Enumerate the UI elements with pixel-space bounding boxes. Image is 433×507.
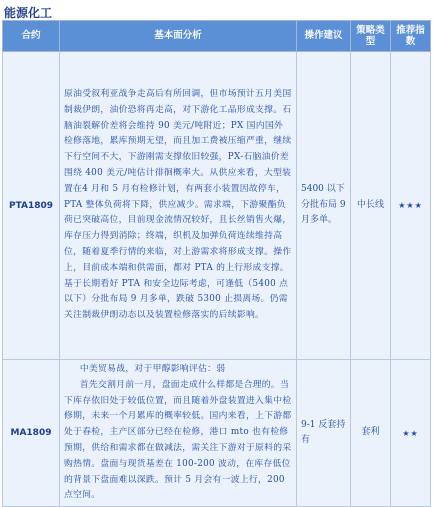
contract-cell: PTA1809 [3, 52, 60, 360]
analysis-lead: 中美贸易战，对于甲醇影响评估：弱 [79, 364, 226, 374]
rating-stars: ★★★ [391, 52, 431, 360]
advice-cell: 9-1 反套持有 [297, 360, 351, 507]
advice-cell: 5400 以下分批布局 9 月多单。 [297, 52, 351, 360]
contract-cell: MA1809 [3, 360, 60, 507]
analysis-text: 首先交割月前一月，盘面走成什么样都是合理的。当下库存依旧处于较低位置，而且随着外盘装置进入集中检修期，未来一个月累库的概率较低。国内来看，上下游都处于春检，主产区部分已经在检修，港口 mto 也有检修预期，供给和需求都在做减法，需关注下游对于原料的采购热情。盘面与现货基差在 100-200 波动，在库存低位的背景下盘面难以深跌。预计 5 月会有一波上行，200 点空间。 [64, 379, 292, 501]
header-rating: 推荐指数 [391, 21, 431, 52]
analysis-text: 原油受叙利亚战争走高后有所回调，但市场预计五月美国制裁伊朗，油价恐将再走高，对下游化工品形成支撑。石脑油裂解价差将会维持 90 美元/吨附近；PX 国内国外检修落地，累库预期无望，而且加工费被压缩严重，继续下行空间不大，下游刚需支撑依旧较强，PX-石脑油价差围绕 400 美元/吨估计徘徊概率大。从供应来看，大型装置在4 月和 5 月有检修计划，有两套小装置因故停车，PTA 整体负荷将下降，供应减少。需求端，下游聚酯负荷已突破高位，目前现金流情况较好，且长丝销售火爆，库存压力得到消除；终端，织机及加弹负荷连续维持高位，随着夏季行情的来临，对上游需求将形成支撑。操作上，目前成本端和供需面，都对 PTA 的上行形成支撑。基于长期看好 PTA 和安全边际考虑，可逢低（5400 点以下）分批布局 9 月多单，跌破 5300 止损离场。仍需关注制裁伊朗动态以及装置检修落实的后续影响。 [64, 89, 292, 321]
header-analysis: 基本面分析 [60, 21, 297, 52]
header-advice: 操作建议 [297, 21, 351, 52]
strategy-table-wrapper [2, 20, 430, 507]
strategy-table [2, 20, 431, 507]
analysis-cell [60, 360, 297, 507]
strategy-cell: 中长线 [351, 52, 391, 360]
header-strategy: 策略类型 [351, 21, 391, 52]
strategy-cell: 套利 [351, 360, 391, 507]
analysis-cell [60, 52, 297, 360]
table-header-row [3, 21, 431, 52]
table-row [3, 360, 431, 507]
rating-stars: ★★ [391, 360, 431, 507]
header-contract: 合约 [3, 21, 60, 52]
table-row [3, 52, 431, 360]
section-title: 能源化工 [4, 6, 53, 20]
